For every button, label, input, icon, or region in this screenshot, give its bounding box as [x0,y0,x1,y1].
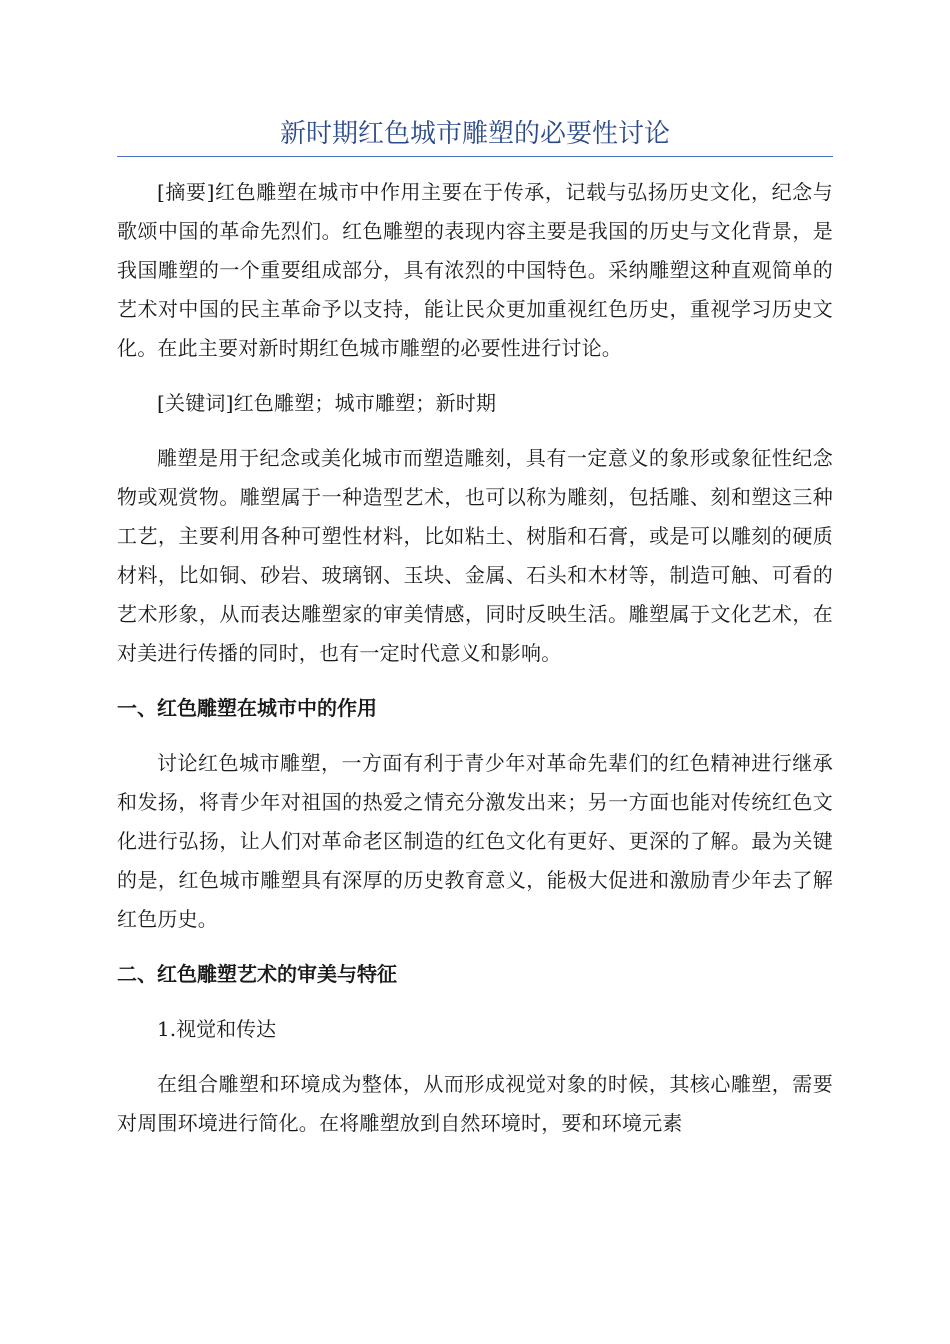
abstract-paragraph: [摘要]红色雕塑在城市中作用主要在于传承，记载与弘扬历史文化，纪念与歌颂中国的革命先烈们。红色雕塑的表现内容主要是我国的历史与文化背景，是我国雕塑的一个重要组成部分，具有浓烈的中国特色。采纳雕塑这种直观简单的艺术对中国的民主革命予以支持，能让民众更加重视红色历史，重视学习历史文化。在此主要对新时期红色城市雕塑的必要性进行讨论。 [117,180,833,360]
section-2-heading: 二、红色雕塑艺术的审美与特征 [117,962,397,986]
section-2-paragraph: 在组合雕塑和环境成为整体，从而形成视觉对象的时候，其核心雕塑，需要对周围环境进行简化。在将雕塑放到自然环境时，要和环境元素 [117,1072,833,1135]
section-1-heading: 一、红色雕塑在城市中的作用 [117,696,377,720]
document-title: 新时期红色城市雕塑的必要性讨论 [279,119,670,149]
title-underline [117,156,833,157]
keywords-paragraph: [关键词]红色雕塑；城市雕塑；新时期 [157,391,497,415]
section-1-paragraph: 讨论红色城市雕塑，一方面有利于青少年对革命先辈们的红色精神进行继承和发扬，将青少年对祖国的热爱之情充分激发出来；另一方面也能对传统红色文化进行弘扬，让人们对革命老区制造的红色文化有更好、更深的了解。最为关键的是，红色城市雕塑具有深厚的历史教育意义，能极大促进和激励青少年去了解红色历史。 [117,751,833,931]
document-page [117,0,833,1159]
intro-paragraph: 雕塑是用于纪念或美化城市而塑造雕刻，具有一定意义的象形或象征性纪念物或观赏物。雕塑属于一种造型艺术，也可以称为雕刻，包括雕、刻和塑这三种工艺，主要利用各种可塑性材料，比如粘土、树脂和石膏，或是可以雕刻的硬质材料，比如铜、砂岩、玻璃钢、玉块、金属、石头和木材等，制造可触、可看的艺术形象，从而表达雕塑家的审美情感，同时反映生活。雕塑属于文化艺术，在对美进行传播的同时，也有一定时代意义和影响。 [117,446,833,665]
section-2-subheading: 1.视觉和传达 [157,1017,277,1041]
